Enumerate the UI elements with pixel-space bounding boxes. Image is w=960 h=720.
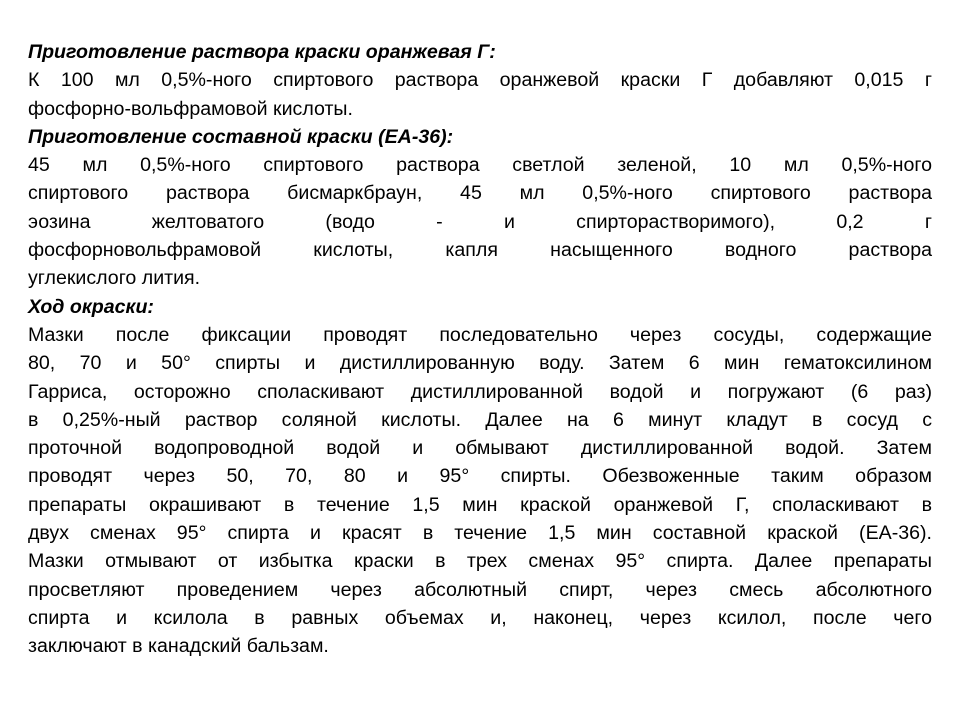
text-line: Мазки отмывают от избытка краски в трех сменах 95° спирта. Далее препараты [28, 550, 932, 573]
text-line: проводят через 50, 70, 80 и 95° спирты. Обезвоженные таким образом [28, 465, 932, 488]
text-line: спирта и ксилола в равных объемах и, наконец, через ксилол, после чего [28, 606, 932, 629]
text-line: 80, 70 и 50° спирты и дистиллированную воду. Затем 6 мин гематоксилином [28, 352, 932, 375]
text-line: фосфорновольфрамовой кислоты, капля насыщенного водного раствора [28, 239, 932, 262]
heading-composite-stain: Приготовление составной краски (ЕА-36): [28, 125, 454, 148]
text-line: углекислого лития. [28, 267, 201, 290]
text-line: эозина желтоватого (водо - и спирторастворимого), 0,2 г [28, 210, 932, 233]
text-line: в 0,25%-ный раствор соляной кислоты. Далее на 6 минут кладут в сосуд с [28, 408, 932, 431]
heading-orange-stain: Приготовление раствора краски оранжевая Г: [28, 41, 496, 63]
text-line: проточной водопроводной водой и обмывают дистиллированной водой. Затем [28, 437, 932, 460]
text-line: 45 мл 0,5%-ного спиртового раствора светлой зеленой, 10 мл 0,5%-ного [28, 154, 932, 177]
paragraph-staining-procedure [28, 321, 932, 661]
text-line: двух сменах 95° спирта и красят в течение 1,5 мин составной краской (ЕА-36). [28, 522, 932, 545]
heading-staining-procedure: Ход окраски: [28, 295, 154, 318]
text-line: фосфорно-вольфрамовой кислоты. [28, 97, 353, 120]
text-line: заключают в канадский бальзам. [28, 635, 329, 658]
text-line: спиртового раствора бисмаркбраун, 45 мл 0,5%-ного спиртового раствора [28, 182, 932, 205]
text-block [28, 38, 932, 661]
paragraph-orange-stain [28, 66, 932, 123]
paragraph-composite-stain [28, 151, 932, 292]
text-line: К 100 мл 0,5%-ного спиртового раствора оранжевой краски Г добавляют 0,015 г [28, 69, 932, 92]
text-line: просветляют проведением через абсолютный спирт, через смесь абсолютного [28, 578, 932, 601]
text-line: Гарриса, осторожно споласкивают дистиллированной водой и погружают (6 раз) [28, 380, 932, 403]
text-line: препараты окрашивают в течение 1,5 мин краской оранжевой Г, споласкивают в [28, 493, 932, 516]
text-line: Мазки после фиксации проводят последовательно через сосуды, содержащие [28, 323, 932, 346]
